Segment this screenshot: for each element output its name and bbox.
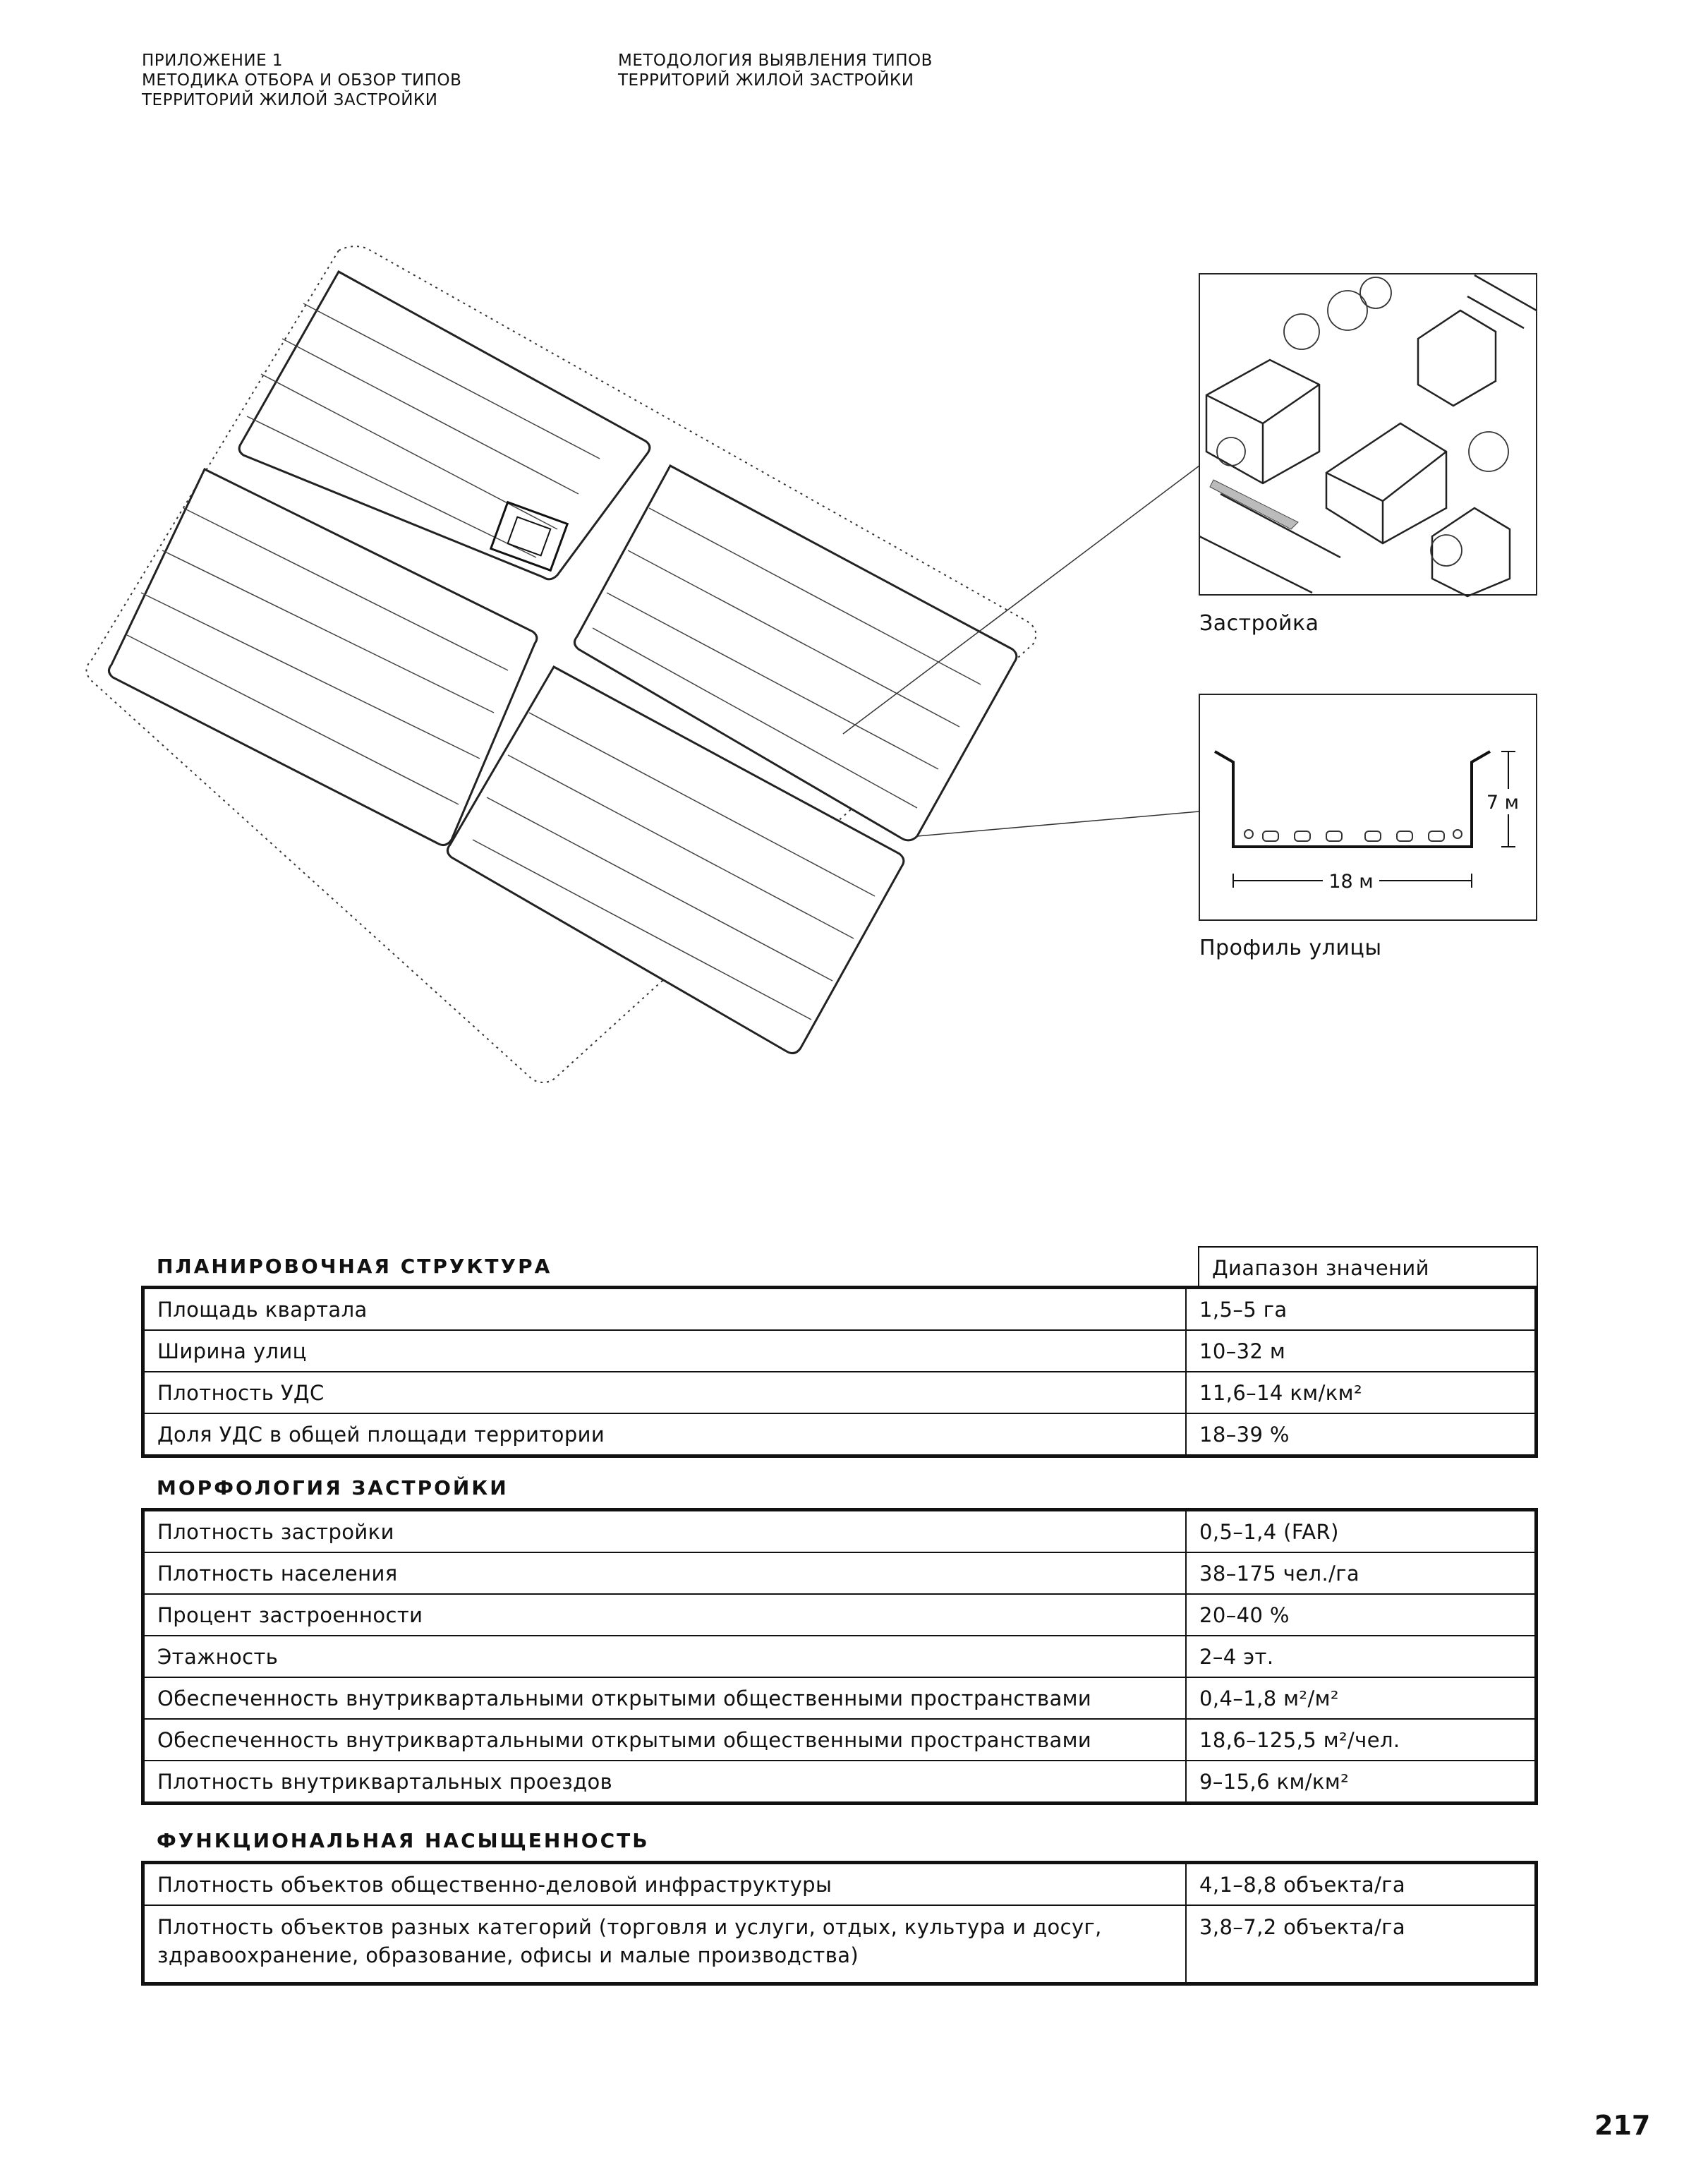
table-functional [141, 1861, 1538, 1986]
row-label: Процент застроенности [143, 1594, 1187, 1636]
table-row [143, 1552, 1537, 1594]
row-value: 20–40 % [1186, 1594, 1537, 1636]
row-label: Этажность [143, 1636, 1187, 1677]
header-line: ТЕРРИТОРИЙ ЖИЛОЙ ЗАСТРОЙКИ [618, 71, 914, 90]
section-title-functional: ФУНКЦИОНАЛЬНАЯ НАСЫЩЕННОСТЬ [157, 1829, 650, 1852]
row-value: 3,8–7,2 объекта/га [1186, 1905, 1537, 1984]
table-row [143, 1636, 1537, 1677]
row-label: Площадь квартала [143, 1288, 1187, 1331]
street-profile-caption: Профиль улицы [1199, 936, 1382, 960]
section-title-planning: ПЛАНИРОВОЧНАЯ СТРУКТУРА [157, 1255, 552, 1278]
row-label: Плотность населения [143, 1552, 1187, 1594]
table-planning [141, 1286, 1538, 1458]
row-label: Плотность внутриквартальных проездов [143, 1761, 1187, 1804]
table-row [143, 1372, 1537, 1413]
table-morphology [141, 1508, 1538, 1805]
header-line: ПРИЛОЖЕНИЕ 1 [142, 52, 284, 70]
building-caption: Застройка [1199, 611, 1319, 636]
row-label: Ширина улиц [143, 1330, 1187, 1372]
table-row [143, 1288, 1537, 1331]
street-width-label: 18 м [1328, 871, 1374, 893]
page-number: 217 [1594, 2110, 1651, 2141]
row-value: 9–15,6 км/км² [1186, 1761, 1537, 1804]
leader-line-street [917, 811, 1199, 836]
range-header: Диапазон значений [1198, 1246, 1538, 1287]
table-row [143, 1330, 1537, 1372]
row-label: Плотность УДС [143, 1372, 1187, 1413]
row-label: Обеспеченность внутриквартальными открытыми общественными пространствами [143, 1719, 1187, 1761]
header-line: ТЕРРИТОРИЙ ЖИЛОЙ ЗАСТРОЙКИ [142, 91, 438, 109]
row-label: Обеспеченность внутриквартальными открытыми общественными пространствами [143, 1677, 1187, 1719]
row-value: 18–39 % [1186, 1413, 1537, 1456]
street-height-label: 7 м [1486, 792, 1520, 814]
row-value: 0,5–1,4 (FAR) [1186, 1510, 1537, 1553]
header-line: МЕТОДОЛОГИЯ ВЫЯВЛЕНИЯ ТИПОВ [618, 52, 933, 70]
table-row [143, 1863, 1537, 1906]
table-row [143, 1719, 1537, 1761]
table-row [143, 1905, 1537, 1984]
isometric-blocks [109, 272, 1016, 1054]
row-value: 1,5–5 га [1186, 1288, 1537, 1331]
row-label: Плотность застройки [143, 1510, 1187, 1553]
table-row [143, 1594, 1537, 1636]
table-row [143, 1677, 1537, 1719]
building-inset [1199, 274, 1537, 596]
table-row [143, 1413, 1537, 1456]
row-label: Плотность объектов разных категорий (торговля и услуги, отдых, культура и досуг, здравоохранение, образование, офисы и малые производства) [143, 1905, 1187, 1984]
row-value: 4,1–8,8 объекта/га [1186, 1863, 1537, 1906]
row-value: 10–32 м [1186, 1330, 1537, 1372]
section-title-morphology: МОРФОЛОГИЯ ЗАСТРОЙКИ [157, 1476, 509, 1499]
row-value: 38–175 чел./га [1186, 1552, 1537, 1594]
row-label: Доля УДС в общей площади территории [143, 1413, 1187, 1456]
row-value: 18,6–125,5 м²/чел. [1186, 1719, 1537, 1761]
street-profile-inset [1199, 694, 1537, 920]
row-value: 11,6–14 км/км² [1186, 1372, 1537, 1413]
table-row [143, 1761, 1537, 1804]
row-value: 2–4 эт. [1186, 1636, 1537, 1677]
row-value: 0,4–1,8 м²/м² [1186, 1677, 1537, 1719]
row-label: Плотность объектов общественно-деловой инфраструктуры [143, 1863, 1187, 1906]
table-row [143, 1510, 1537, 1553]
header-line: МЕТОДИКА ОТБОРА И ОБЗОР ТИПОВ [142, 71, 462, 90]
